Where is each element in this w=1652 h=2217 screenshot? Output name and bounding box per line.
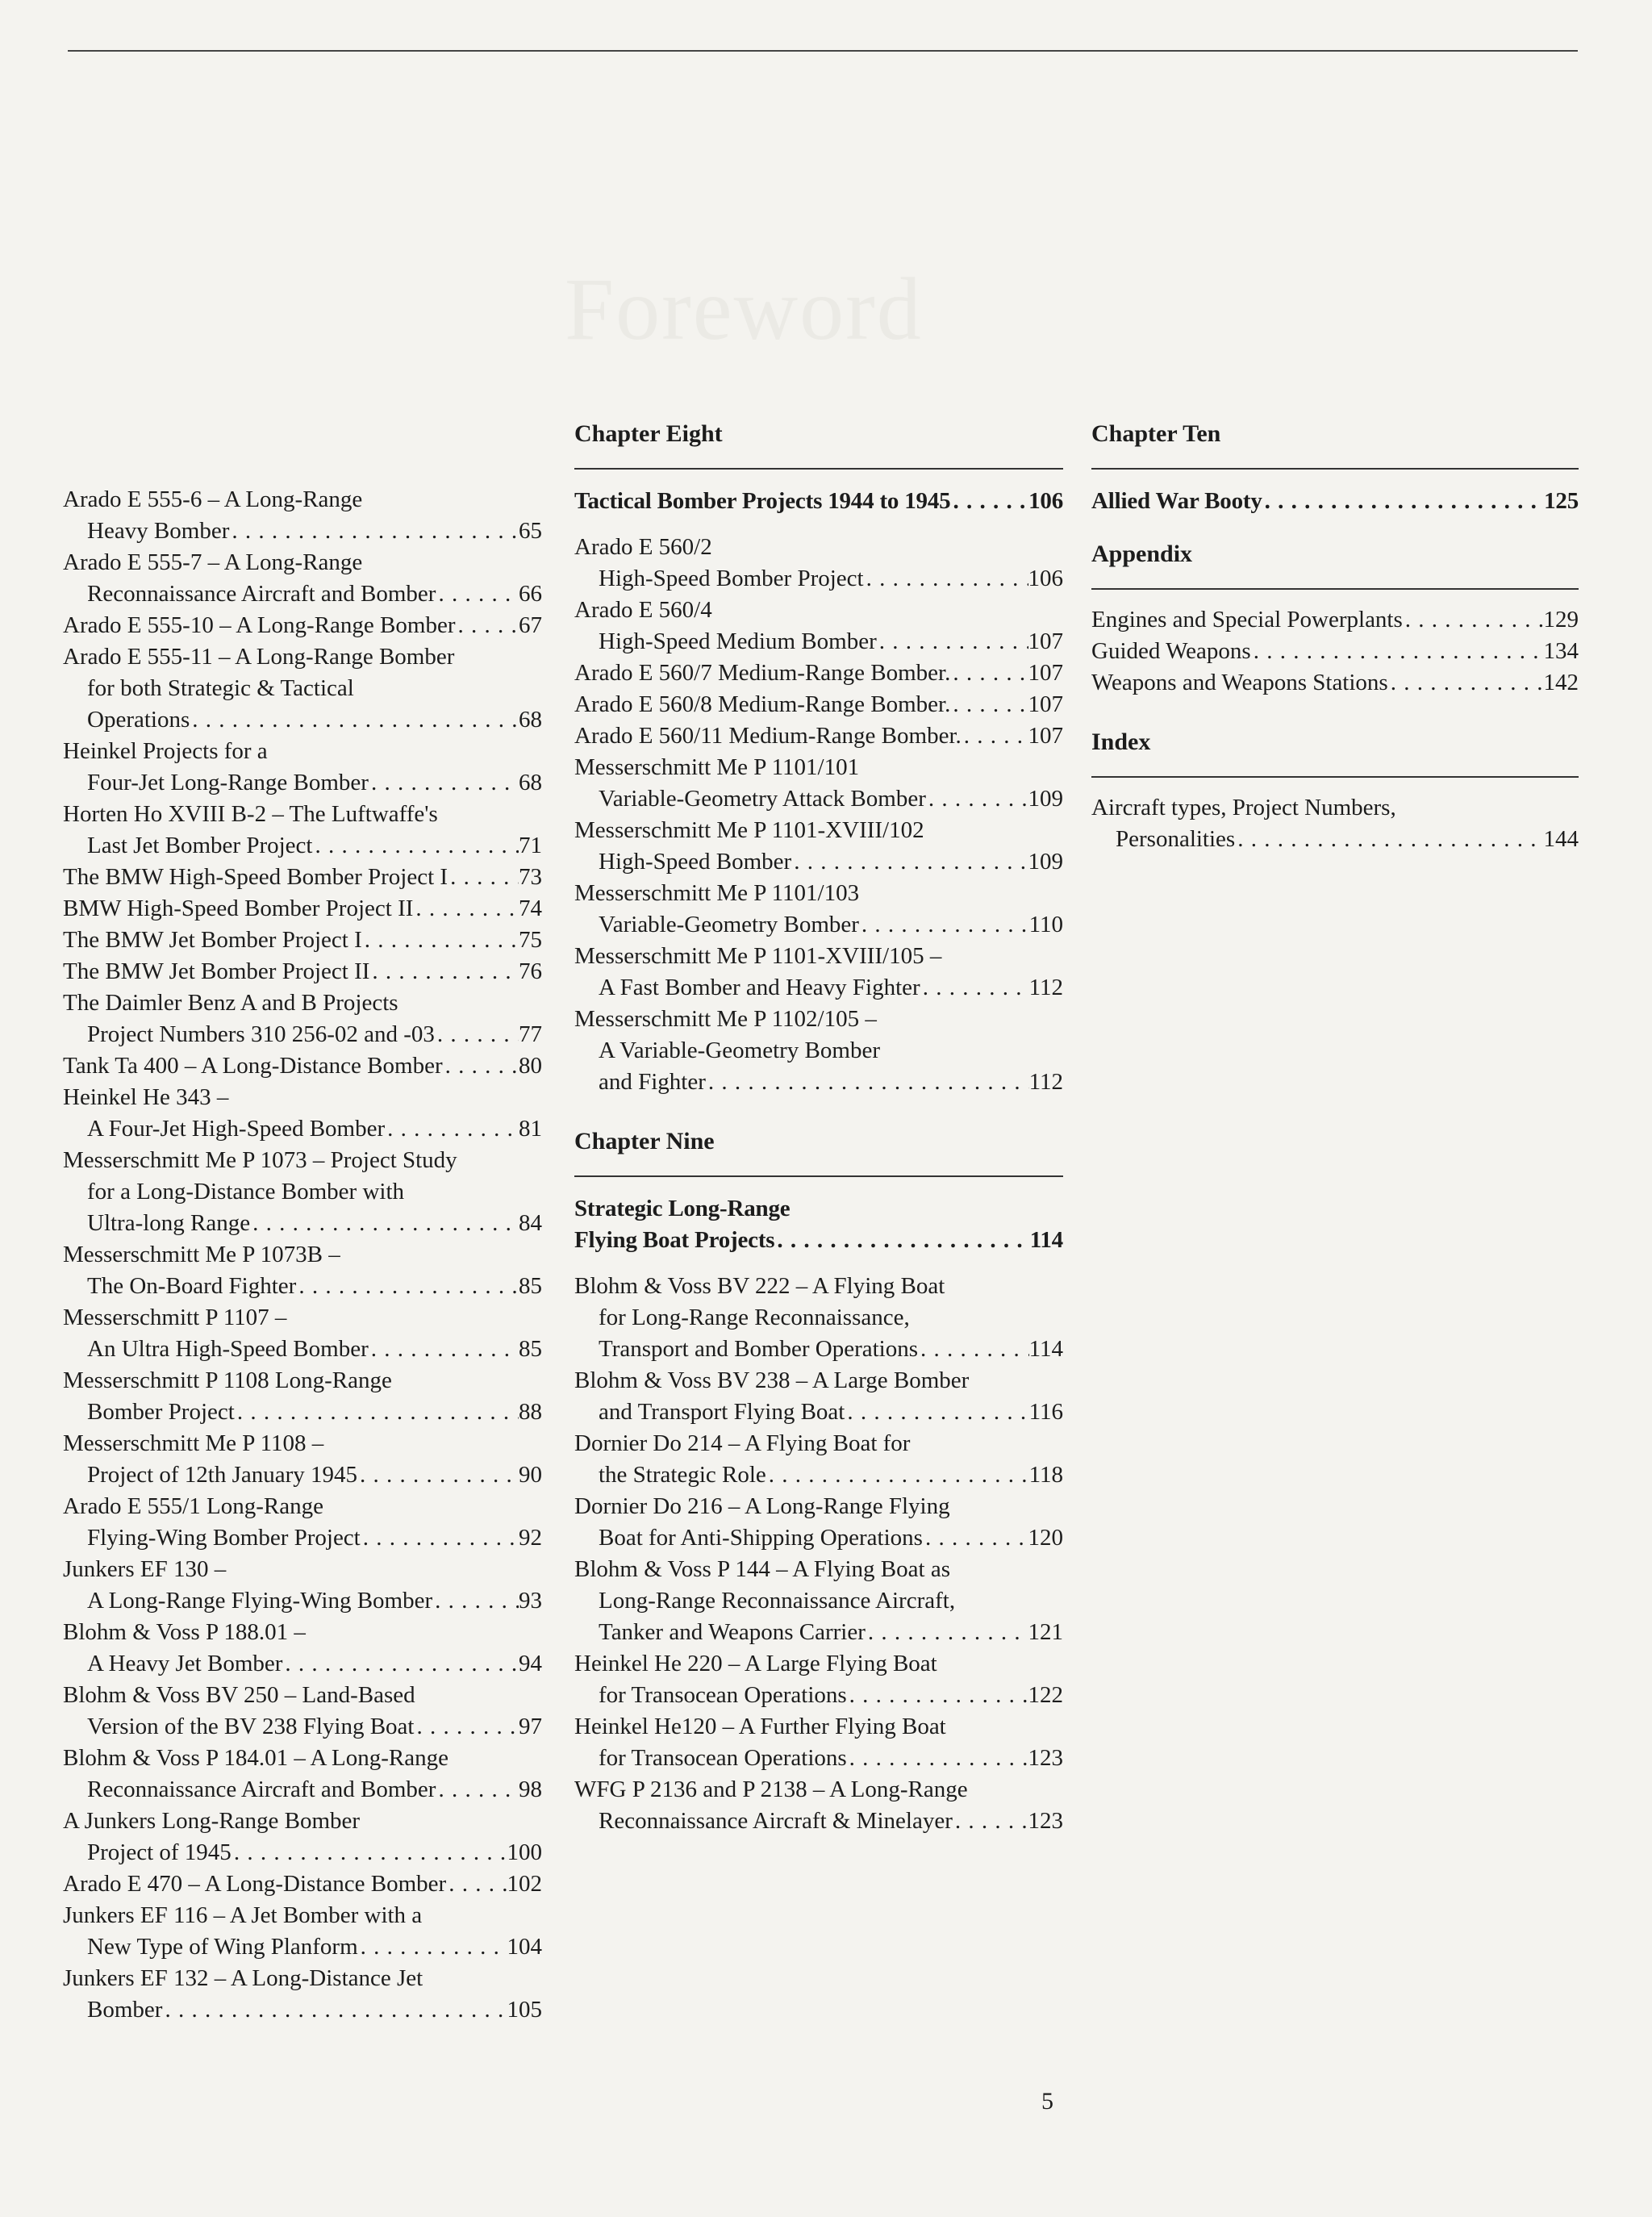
entry-title-line: Arado E 560/7 Medium-Range Bomber. [574, 660, 951, 686]
toc-entry[interactable] [63, 1868, 542, 1900]
toc-entry[interactable] [63, 736, 542, 799]
dot-leader [232, 1837, 507, 1868]
entry-title-line: Messerschmitt Me P 1101/103 [574, 880, 860, 906]
section-page: 106 [1028, 488, 1063, 514]
entry-title-line: Dornier Do 216 – A Long-Range Flying [574, 1493, 950, 1519]
dot-leader [774, 1225, 1029, 1256]
entry-title-line: Last Jet Bomber Project [87, 833, 313, 858]
toc-entry[interactable] [63, 1554, 542, 1617]
toc-entry[interactable] [63, 641, 542, 736]
toc-entry[interactable] [1091, 604, 1579, 636]
entry-title-line: A Junkers Long-Range Bomber [63, 1808, 361, 1834]
entry-page-number: 68 [519, 770, 542, 795]
toc-entry[interactable] [63, 1082, 542, 1145]
dot-leader [413, 893, 519, 925]
toc-entry[interactable] [574, 595, 1063, 658]
entry-page-number: 75 [519, 927, 542, 953]
toc-entry[interactable] [574, 1491, 1063, 1554]
toc-entry[interactable] [63, 1365, 542, 1428]
entry-page-number: 107 [1028, 691, 1063, 717]
toc-entry[interactable] [63, 1617, 542, 1680]
entry-page-number: 85 [519, 1273, 542, 1299]
entry-title-line: Flying-Wing Bomber Project [87, 1525, 361, 1551]
toc-entry[interactable] [574, 815, 1063, 878]
dot-leader [920, 972, 1029, 1004]
dot-leader [358, 1931, 507, 1963]
dot-leader [361, 1522, 519, 1554]
bleed-through-heading: Foreword [565, 260, 923, 358]
entry-title-line: Tank Ta 400 – A Long-Distance Bomber [63, 1053, 443, 1079]
entry-title-line: Long-Range Reconnaissance Aircraft, [599, 1588, 956, 1614]
toc-entry[interactable] [63, 956, 542, 987]
chapter-nine [574, 1125, 1063, 1837]
entry-title-line: Messerschmitt Me P 1101-XVIII/102 [574, 817, 924, 843]
entry-title-line: Messerschmitt Me P 1101/101 [574, 754, 860, 780]
entry-title-line: Boat for Anti-Shipping Operations [599, 1525, 923, 1551]
entry-page-number: 76 [519, 958, 542, 984]
entry-page-number: 71 [519, 833, 542, 858]
dot-leader [369, 956, 519, 987]
toc-entry[interactable] [63, 925, 542, 956]
dot-leader [448, 862, 519, 893]
entry-title-line: The Daimler Benz A and B Projects [63, 990, 398, 1016]
entry-title-line: Arado E 555-6 – A Long-Range [63, 486, 363, 512]
entry-title-line: Arado E 560/2 [574, 534, 712, 560]
entry-title-line: Heavy Bomber [87, 518, 230, 544]
dot-leader [385, 1113, 519, 1145]
dot-leader [1403, 604, 1544, 636]
entry-page-number: 144 [1543, 826, 1579, 852]
toc-entry[interactable] [574, 1774, 1063, 1837]
chapter-section[interactable] [574, 1193, 1063, 1256]
entry-page-number: 93 [519, 1588, 542, 1614]
dot-leader [443, 1050, 519, 1082]
entry-title-line: Messerschmitt Me P 1108 – [63, 1430, 324, 1456]
entry-page-number: 121 [1028, 1619, 1063, 1645]
index-title: Index [1091, 726, 1579, 778]
entry-page-number: 68 [519, 707, 542, 733]
entry-title-line: BMW High-Speed Bomber Project II [63, 896, 414, 921]
entry-title-line: Blohm & Voss BV 222 – A Flying Boat [574, 1273, 945, 1299]
entry-title-line: The BMW Jet Bomber Project II [63, 958, 370, 984]
entry-title-line: A Long-Range Flying-Wing Bomber [87, 1588, 433, 1614]
entry-title-line: Junkers EF 132 – A Long-Distance Jet [63, 1965, 423, 1991]
entry-page-number: 118 [1028, 1462, 1063, 1488]
toc-entries [574, 532, 1063, 1098]
entry-title-line: Junkers EF 130 – [63, 1556, 227, 1582]
entry-page-number: 104 [507, 1934, 542, 1960]
entry-title-line: Version of the BV 238 Flying Boat [87, 1714, 415, 1739]
entry-page-number: 107 [1028, 660, 1063, 686]
entry-page-number: 110 [1028, 912, 1063, 937]
chapter-title: Chapter Nine [574, 1125, 1063, 1177]
section-page: 125 [1544, 488, 1579, 514]
dot-leader [229, 516, 519, 547]
entry-title-line: for a Long-Distance Bomber with [87, 1179, 405, 1205]
toc-entry[interactable] [63, 1963, 542, 2026]
dot-leader [369, 767, 519, 799]
entry-page-number: 112 [1028, 1069, 1063, 1095]
entry-title-line: and Fighter [599, 1069, 706, 1095]
dot-leader [953, 1806, 1028, 1837]
entry-page-number: 123 [1028, 1745, 1063, 1771]
entry-title-line: Transport and Bomber Operations [599, 1336, 919, 1362]
toc-entry[interactable] [574, 1428, 1063, 1491]
entry-title-line: Ultra-long Range [87, 1210, 251, 1236]
entry-title-line: Messerschmitt P 1108 Long-Range [63, 1367, 392, 1393]
toc-entry[interactable] [574, 1554, 1063, 1648]
entry-page-number: 67 [519, 612, 542, 638]
toc-entry[interactable] [63, 1743, 542, 1806]
toc-entry[interactable] [574, 532, 1063, 595]
entry-title-line: Weapons and Weapons Stations [1091, 670, 1388, 695]
dot-leader [877, 626, 1028, 658]
entry-title-line: A Variable-Geometry Bomber [599, 1038, 880, 1063]
toc-entries [1091, 792, 1579, 855]
entry-page-number: 100 [507, 1839, 542, 1865]
entry-title-line: Heinkel He120 – A Further Flying Boat [574, 1714, 946, 1739]
chapter-ten [1091, 418, 1579, 517]
entry-page-number: 102 [507, 1871, 542, 1897]
entry-page-number: 107 [1028, 628, 1063, 654]
entry-title-line: for both Strategic & Tactical [87, 675, 354, 701]
toc-entry[interactable] [574, 720, 1063, 752]
toc-entry[interactable] [1091, 667, 1579, 699]
entry-page-number: 109 [1028, 786, 1063, 812]
toc-entry[interactable] [1091, 792, 1579, 855]
toc-entry[interactable] [574, 1004, 1063, 1098]
entry-title-line: Operations [87, 707, 190, 733]
toc-entry[interactable] [574, 752, 1063, 815]
toc-entries [574, 1271, 1063, 1837]
entry-title-line: Arado E 555-11 – A Long-Range Bomber [63, 644, 455, 670]
entry-title-line: Arado E 560/11 Medium-Range Bomber. [574, 723, 962, 749]
entry-title-line: A Four-Jet High-Speed Bomber [87, 1116, 386, 1142]
toc-entry[interactable] [63, 1302, 542, 1365]
toc-entry[interactable] [574, 1711, 1063, 1774]
dot-leader [414, 1711, 519, 1743]
chapter-section[interactable] [574, 486, 1063, 517]
dot-leader [1262, 486, 1544, 517]
chapter-title: Chapter Eight [574, 418, 1063, 470]
toc-entry[interactable] [63, 1491, 542, 1554]
toc-entry[interactable] [1091, 636, 1579, 667]
dot-leader [791, 846, 1028, 878]
entry-title-line: A Fast Bomber and Heavy Fighter [599, 975, 920, 1000]
toc-entry[interactable] [63, 610, 542, 641]
dot-leader [282, 1648, 519, 1680]
entry-title-line: Tanker and Weapons Carrier [599, 1619, 866, 1645]
entry-title-line: An Ultra High-Speed Bomber [87, 1336, 369, 1362]
entry-title-line: Arado E 560/4 [574, 597, 712, 623]
toc-entry[interactable] [63, 893, 542, 925]
dot-leader [190, 704, 519, 736]
dot-leader [923, 1522, 1028, 1554]
dot-leader [296, 1271, 519, 1302]
toc-entry[interactable] [63, 1900, 542, 1963]
dot-leader [357, 1459, 519, 1491]
dot-leader [847, 1680, 1028, 1711]
entry-title-line: Heinkel Projects for a [63, 738, 268, 764]
dot-leader [436, 578, 519, 610]
entry-page-number: 109 [1028, 849, 1063, 875]
top-rule [68, 50, 1578, 52]
toc-entry[interactable] [63, 1050, 542, 1082]
toc-entry[interactable] [63, 547, 542, 610]
toc-entry[interactable] [574, 658, 1063, 689]
entry-page-number: 88 [519, 1399, 542, 1425]
entry-title-line: Messerschmitt Me P 1073 – Project Study [63, 1147, 457, 1173]
dot-leader [866, 1617, 1028, 1648]
chapter-eight [574, 418, 1063, 1098]
toc-column-2 [574, 418, 1063, 1837]
entry-title-line: High-Speed Bomber Project [599, 566, 864, 591]
entry-title-line: Dornier Do 214 – A Flying Boat for [574, 1430, 911, 1456]
toc-entry[interactable] [63, 987, 542, 1050]
dot-leader [962, 720, 1028, 752]
entry-title-line: Project of 12th January 1945 [87, 1462, 358, 1488]
entry-title-line: High-Speed Medium Bomber [599, 628, 877, 654]
toc-entry[interactable] [574, 1365, 1063, 1428]
dot-leader [1235, 824, 1543, 855]
entry-page-number: 81 [519, 1116, 542, 1142]
entry-title-line: Reconnaissance Aircraft and Bomber [87, 1777, 436, 1802]
dot-leader [1251, 636, 1544, 667]
entry-title-line: Blohm & Voss P 188.01 – [63, 1619, 306, 1645]
toc-entry[interactable] [63, 484, 542, 547]
toc-entry[interactable] [63, 1806, 542, 1868]
dot-leader [766, 1459, 1029, 1491]
entry-title-line: Personalities [1116, 826, 1236, 852]
entry-title-line: Blohm & Voss BV 250 – Land-Based [63, 1682, 415, 1708]
entry-page-number: 116 [1028, 1399, 1063, 1425]
toc-entry[interactable] [574, 689, 1063, 720]
entry-title-line: Guided Weapons [1091, 638, 1251, 664]
entry-page-number: 94 [519, 1651, 542, 1676]
entry-page-number: 123 [1028, 1808, 1063, 1834]
entry-title-line: for Long-Range Reconnaissance, [599, 1305, 910, 1330]
entry-page-number: 114 [1028, 1336, 1063, 1362]
entry-page-number: 120 [1028, 1525, 1063, 1551]
toc-entry[interactable] [63, 1145, 542, 1239]
entry-title-line: The On-Board Fighter [87, 1273, 297, 1299]
dot-leader [369, 1334, 519, 1365]
dot-leader [950, 486, 1028, 517]
entry-page-number: 106 [1028, 566, 1063, 591]
entry-title-line: WFG P 2136 and P 2138 – A Long-Range [574, 1777, 968, 1802]
entry-title-line: High-Speed Bomber [599, 849, 792, 875]
dot-leader [950, 658, 1028, 689]
dot-leader [950, 689, 1028, 720]
entry-page-number: 98 [519, 1777, 542, 1802]
entry-page-number: 134 [1543, 638, 1579, 664]
toc-entry[interactable] [63, 799, 542, 862]
entry-title-line: Blohm & Voss P 144 – A Flying Boat as [574, 1556, 950, 1582]
entry-title-line: Variable-Geometry Attack Bomber [599, 786, 926, 812]
entry-title-line: Project of 1945 [87, 1839, 232, 1865]
entry-title-line: Arado E 560/8 Medium-Range Bomber. [574, 691, 951, 717]
dot-leader [250, 1208, 519, 1239]
entry-title-line: for Transocean Operations [599, 1745, 847, 1771]
entry-page-number: 122 [1028, 1682, 1063, 1708]
entry-page-number: 80 [519, 1053, 542, 1079]
dot-leader [918, 1334, 1029, 1365]
toc-entry[interactable] [574, 941, 1063, 1004]
entry-title-line: Reconnaissance Aircraft & Minelayer [599, 1808, 953, 1834]
entry-title-line: Messerschmitt P 1107 – [63, 1305, 287, 1330]
entry-page-number: 85 [519, 1336, 542, 1362]
entry-title-line: Messerschmitt Me P 1101-XVIII/105 – [574, 943, 942, 969]
appendix-title: Appendix [1091, 538, 1579, 590]
entry-page-number: 90 [519, 1462, 542, 1488]
entry-page-number: 65 [519, 518, 542, 544]
entry-page-number: 84 [519, 1210, 542, 1236]
entry-title-line: Bomber [87, 1997, 163, 2023]
toc-entry[interactable] [63, 1428, 542, 1491]
entry-page-number: 107 [1028, 723, 1063, 749]
entry-title-line: Variable-Geometry Bomber [599, 912, 859, 937]
entry-title-line: Heinkel He 343 – [63, 1084, 229, 1110]
entry-page-number: 66 [519, 581, 542, 607]
entry-title-line: Arado E 470 – A Long-Distance Bomber [63, 1871, 447, 1897]
entry-title-line: Blohm & Voss BV 238 – A Large Bomber [574, 1367, 970, 1393]
entry-page-number: 73 [519, 864, 542, 890]
dot-leader [162, 1994, 507, 2026]
entry-title-line: A Heavy Jet Bomber [87, 1651, 283, 1676]
dot-leader [926, 783, 1028, 815]
entry-title-line: Aircraft types, Project Numbers, [1091, 795, 1396, 820]
index [1091, 726, 1579, 855]
entry-page-number: 92 [519, 1525, 542, 1551]
dot-leader [845, 1397, 1028, 1428]
toc-column-3 [1091, 418, 1579, 855]
entry-title-line: Blohm & Voss P 184.01 – A Long-Range [63, 1745, 449, 1771]
entry-title-line: Project Numbers 310 256-02 and -03 [87, 1021, 435, 1047]
dot-leader [362, 925, 519, 956]
toc-entry[interactable] [63, 1680, 542, 1743]
entry-title-line: Engines and Special Powerplants [1091, 607, 1403, 633]
section-title: Tactical Bomber Projects 1944 to 1945 [574, 488, 951, 514]
dot-leader [235, 1397, 519, 1428]
toc-entries [63, 484, 542, 2026]
section-title-line: Strategic Long-Range [574, 1196, 791, 1221]
dot-leader [455, 610, 519, 641]
entry-title-line: Messerschmitt Me P 1102/105 – [574, 1006, 877, 1032]
entry-title-line: for Transocean Operations [599, 1682, 847, 1708]
appendix [1091, 538, 1579, 699]
dot-leader [864, 563, 1028, 595]
entry-title-line: Horten Ho XVIII B-2 – The Luftwaffe's [63, 801, 438, 827]
entry-title-line: Messerschmitt Me P 1073B – [63, 1242, 340, 1267]
dot-leader [706, 1067, 1029, 1098]
entry-title-line: New Type of Wing Planform [87, 1934, 358, 1960]
entry-title-line: Arado E 555-10 – A Long-Range Bomber [63, 612, 456, 638]
entry-title-line: Arado E 555-7 – A Long-Range [63, 549, 363, 575]
section-page: 114 [1029, 1227, 1063, 1253]
entry-title-line: The BMW High-Speed Bomber Project I [63, 864, 448, 890]
entry-title-line: Reconnaissance Aircraft and Bomber [87, 581, 436, 607]
dot-leader [446, 1868, 507, 1900]
entry-title-line: Bomber Project [87, 1399, 235, 1425]
toc-entry[interactable] [63, 862, 542, 893]
dot-leader [435, 1019, 519, 1050]
entry-page-number: 74 [519, 896, 542, 921]
dot-leader [1388, 667, 1544, 699]
entry-title-line: and Transport Flying Boat [599, 1399, 845, 1425]
entry-title-line: the Strategic Role [599, 1462, 766, 1488]
toc-entry[interactable] [574, 878, 1063, 941]
toc-entry[interactable] [574, 1271, 1063, 1365]
page-number: 5 [1041, 2088, 1053, 2115]
entry-title-line: Four-Jet Long-Range Bomber [87, 770, 369, 795]
entry-page-number: 142 [1543, 670, 1579, 695]
entry-page-number: 129 [1543, 607, 1579, 633]
dot-leader [847, 1743, 1028, 1774]
entry-title-line: Arado E 555/1 Long-Range [63, 1493, 323, 1519]
toc-entries [1091, 604, 1579, 699]
dot-leader [312, 830, 519, 862]
entry-page-number: 97 [519, 1714, 542, 1739]
entry-title-line: Junkers EF 116 – A Jet Bomber with a [63, 1902, 423, 1928]
toc-entry[interactable] [63, 1239, 542, 1302]
dot-leader [859, 909, 1029, 941]
entry-page-number: 77 [519, 1021, 542, 1047]
toc-column-1 [63, 484, 542, 2026]
section-title: Allied War Booty [1091, 488, 1262, 514]
entry-title-line: The BMW Jet Bomber Project I [63, 927, 362, 953]
dot-leader [432, 1585, 519, 1617]
entry-page-number: 105 [507, 1997, 542, 2023]
toc-entry[interactable] [574, 1648, 1063, 1711]
entry-page-number: 112 [1028, 975, 1063, 1000]
chapter-title: Chapter Ten [1091, 418, 1579, 470]
dot-leader [436, 1774, 519, 1806]
section-title-line: Flying Boat Projects [574, 1227, 775, 1253]
chapter-section[interactable] [1091, 486, 1579, 517]
entry-title-line: Heinkel He 220 – A Large Flying Boat [574, 1651, 937, 1676]
